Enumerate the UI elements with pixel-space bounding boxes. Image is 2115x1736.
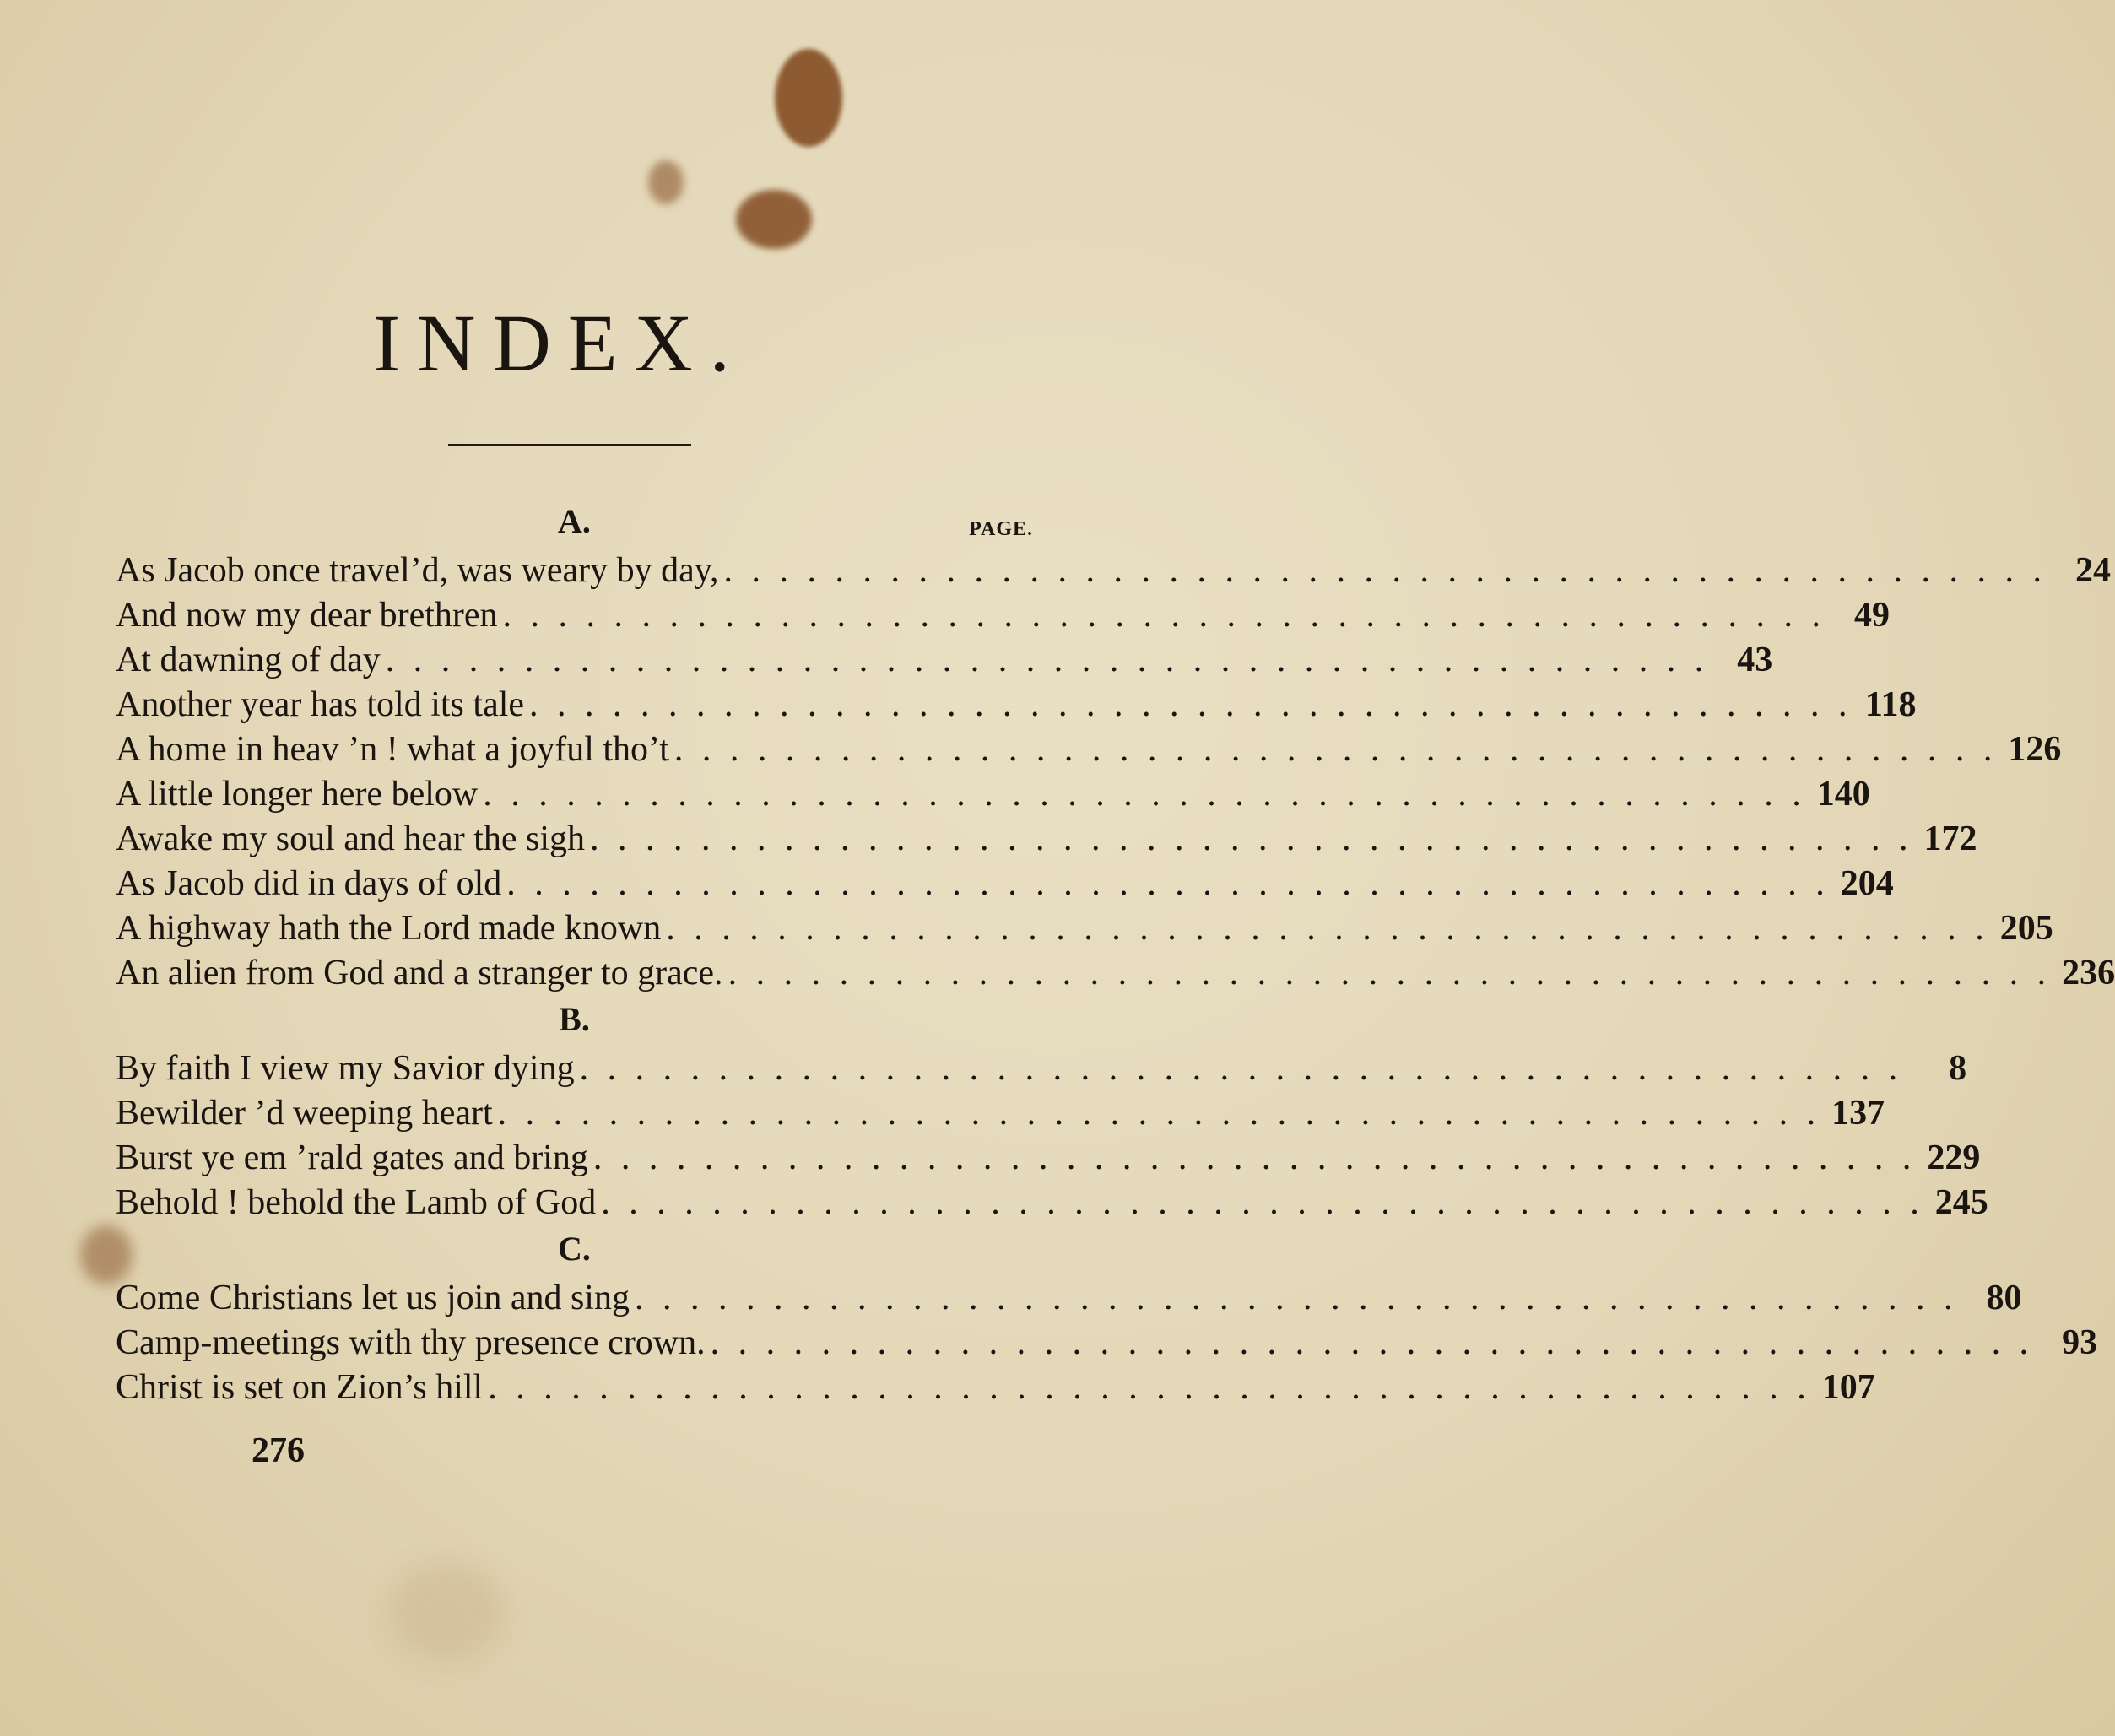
index-entry bbox=[116, 1366, 1875, 1410]
entry-page-number: 204 bbox=[1840, 864, 1894, 903]
paper-discoloration bbox=[388, 1561, 506, 1663]
entry-page-number: 8 bbox=[1949, 1049, 1967, 1088]
entry-title: Come Christians let us join and sing bbox=[116, 1279, 630, 1317]
index-entry bbox=[116, 862, 1894, 906]
page-number: 276 bbox=[252, 1431, 305, 1470]
entry-title: As Jacob did in days of old bbox=[116, 864, 502, 903]
index-entry bbox=[116, 1136, 1981, 1181]
page-column-label: PAGE. bbox=[969, 518, 1033, 540]
index-entry bbox=[116, 593, 1891, 638]
entry-title: An alien from God and a stranger to grace. bbox=[116, 954, 723, 992]
entry-page-number: 43 bbox=[1737, 641, 1773, 679]
entry-page-number: 118 bbox=[1864, 685, 1917, 724]
index-entry bbox=[116, 683, 1917, 727]
dot-leader: . . . . . . . . . . . . . . . . . . . . . . . . . . . . . . . . . . . . . . . . . . . . . . . . bbox=[592, 1138, 1917, 1177]
entry-title: Behold ! behold the Lamb of God bbox=[116, 1183, 597, 1222]
index-entry bbox=[116, 727, 2062, 772]
entry-title: Camp-meetings with thy presence crown. bbox=[116, 1323, 706, 1362]
dot-leader: . . . . . . . . . . . . . . . . . . . . . . . . . . . . . . . . . . . . . . . . . . . . . . . . bbox=[673, 730, 1998, 769]
section-header bbox=[116, 996, 1033, 1046]
entry-title: Christ is set on Zion’s hill bbox=[116, 1368, 484, 1407]
title-divider bbox=[448, 444, 691, 446]
entry-page-number: 236 bbox=[2062, 954, 2115, 992]
index-entry bbox=[116, 1046, 1967, 1091]
section-header bbox=[116, 498, 1033, 549]
dot-leader: . . . . . . . . . . . . . . . . . . . . . . . . . . . . . . . . . . . . . . . . . . . . . . . . bbox=[497, 1094, 1821, 1133]
dot-leader: . . . . . . . . . . . . . . . . . . . . . . . . . . . . . . . . . . . . . . . . . . . . . . . . bbox=[385, 641, 1709, 679]
page-title: INDEX. bbox=[373, 298, 747, 388]
entry-title: At dawning of day bbox=[116, 641, 381, 679]
entry-title: A little longer here below bbox=[116, 775, 479, 814]
dot-leader: . . . . . . . . . . . . . . . . . . . . . . . . . . . . . . . . . . . . . . . . . . . . . . . . bbox=[483, 775, 1806, 814]
entry-page-number: 245 bbox=[1934, 1183, 1988, 1222]
dot-leader: . . . . . . . . . . . . . . . . . . . . . . . . . . . . . . . . . . . . . . . . . . . . . . . . bbox=[579, 1049, 1903, 1088]
dot-leader: . . . . . . . . . . . . . . . . . . . . . . . . . . . . . . . . . . . . . . . . . . . . . . . . bbox=[728, 954, 2052, 992]
index-entry bbox=[116, 817, 1977, 862]
index-entry bbox=[116, 1276, 2022, 1321]
entry-title: By faith I view my Savior dying bbox=[116, 1049, 575, 1088]
entry-title: A home in heav ’n ! what a joyful tho’t bbox=[116, 730, 669, 769]
index-entry bbox=[116, 1181, 1988, 1225]
entry-page-number: 49 bbox=[1854, 596, 1891, 635]
entry-page-number: 205 bbox=[1999, 909, 2053, 948]
index-entry bbox=[116, 549, 2112, 593]
dot-leader: . . . . . . . . . . . . . . . . . . . . . . . . . . . . . . . . . . . . . . . . . . . . . . . . bbox=[529, 685, 1853, 724]
index-list bbox=[116, 498, 2115, 1410]
ink-stain bbox=[648, 160, 684, 204]
entry-title: Awake my soul and hear the sigh bbox=[116, 819, 586, 858]
index-entry bbox=[116, 1321, 2098, 1366]
entry-page-number: 137 bbox=[1831, 1094, 1885, 1133]
index-entry bbox=[116, 772, 1870, 817]
index-entry bbox=[116, 906, 2053, 951]
entry-title: Another year has told its tale bbox=[116, 685, 525, 724]
entry-page-number: 172 bbox=[1923, 819, 1977, 858]
dot-leader: . . . . . . . . . . . . . . . . . . . . . . . . . . . . . . . . . . . . . . . . . . . . . . . . bbox=[723, 551, 2047, 590]
index-entry bbox=[116, 1091, 1885, 1136]
entry-title: A highway hath the Lord made known bbox=[116, 909, 662, 948]
entry-title: Burst ye em ’rald gates and bring bbox=[116, 1138, 588, 1177]
entry-title: As Jacob once travel’d, was weary by day, bbox=[116, 551, 719, 590]
dot-leader: . . . . . . . . . . . . . . . . . . . . . . . . . . . . . . . . . . . . . . . . . . . . . . . . bbox=[601, 1183, 1924, 1222]
ink-stain bbox=[775, 49, 842, 147]
section-letter: B. bbox=[559, 1000, 590, 1038]
entry-title: And now my dear brethren bbox=[116, 596, 498, 635]
section-letter: A. bbox=[558, 502, 591, 540]
dot-leader: . . . . . . . . . . . . . . . . . . . . . . . . . . . . . . . . . . . . . . . . . . . . . . . . bbox=[710, 1323, 2034, 1362]
entry-page-number: 229 bbox=[1927, 1138, 1981, 1177]
dot-leader: . . . . . . . . . . . . . . . . . . . . . . . . . . . . . . . . . . . . . . . . . . . . . . . . bbox=[590, 819, 1913, 858]
dot-leader: . . . . . . . . . . . . . . . . . . . . . . . . . . . . . . . . . . . . . . . . . . . . . . . . bbox=[488, 1368, 1811, 1407]
entry-page-number: 126 bbox=[2008, 730, 2062, 769]
section-header bbox=[116, 1225, 1033, 1276]
entry-page-number: 24 bbox=[2075, 551, 2112, 590]
index-entry bbox=[116, 951, 2115, 996]
entry-title: Bewilder ’d weeping heart bbox=[116, 1094, 493, 1133]
dot-leader: . . . . . . . . . . . . . . . . . . . . . . . . . . . . . . . . . . . . . . . . . . . . . . . . bbox=[502, 596, 1826, 635]
entry-page-number: 80 bbox=[1986, 1279, 2022, 1317]
dot-leader: . . . . . . . . . . . . . . . . . . . . . . . . . . . . . . . . . . . . . . . . . . . . . . . . bbox=[506, 864, 1830, 903]
entry-page-number: 140 bbox=[1816, 775, 1870, 814]
entry-page-number: 107 bbox=[1821, 1368, 1875, 1407]
ink-stain bbox=[736, 190, 812, 249]
entry-page-number: 93 bbox=[2062, 1323, 2098, 1362]
index-entry bbox=[116, 638, 1773, 683]
dot-leader: . . . . . . . . . . . . . . . . . . . . . . . . . . . . . . . . . . . . . . . . . . . . . . . . bbox=[666, 909, 1989, 948]
section-letter: C. bbox=[558, 1230, 591, 1268]
dot-leader: . . . . . . . . . . . . . . . . . . . . . . . . . . . . . . . . . . . . . . . . . . . . . . . . bbox=[634, 1279, 1958, 1317]
